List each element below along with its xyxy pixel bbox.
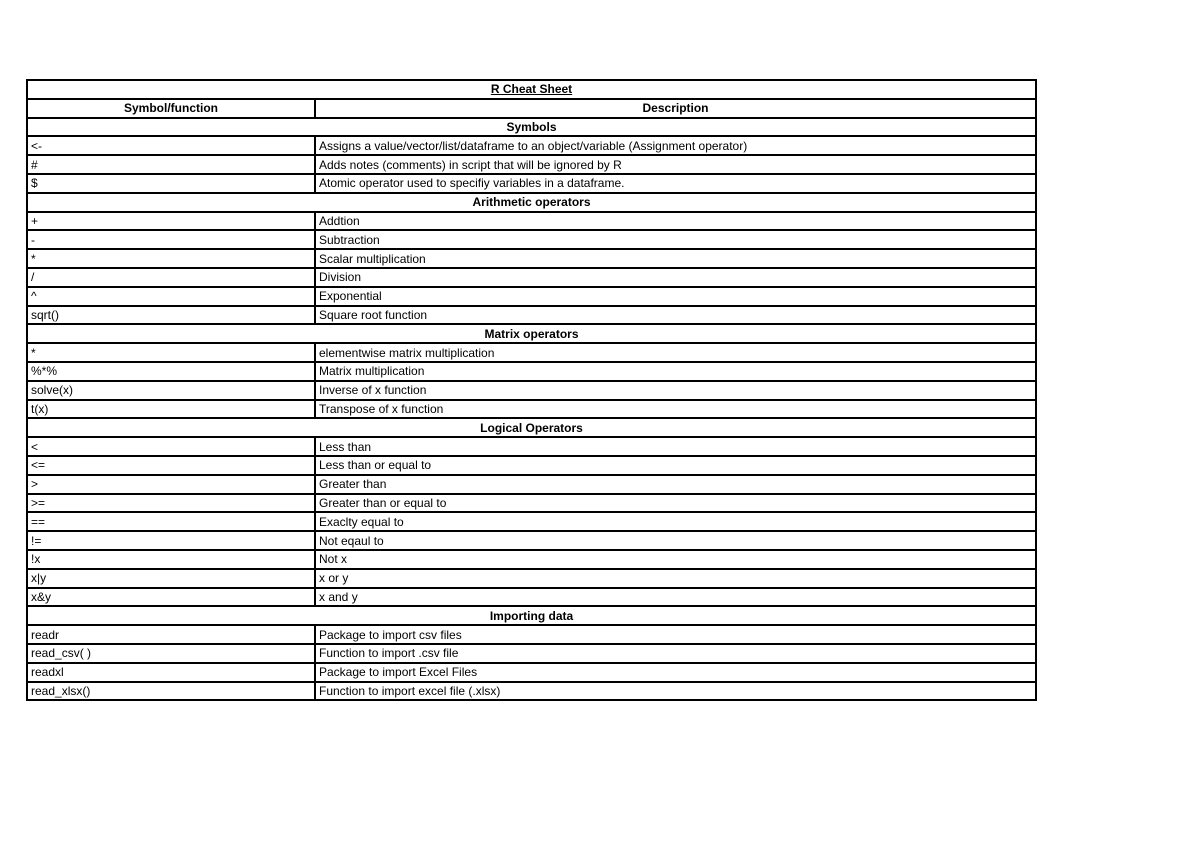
symbol-cell: x|y [27,569,315,588]
table-row [27,287,1036,306]
section-header-row-symbols [27,118,1036,137]
description-cell: Less than or equal to [315,456,1036,475]
description-cell: Addtion [315,212,1036,231]
description-cell: Subtraction [315,230,1036,249]
description-cell: Adds notes (comments) in script that will be ignored by R [315,155,1036,174]
description-cell: Not eqaul to [315,531,1036,550]
symbol-cell: solve(x) [27,381,315,400]
symbol-cell: > [27,475,315,494]
symbol-cell: <- [27,136,315,155]
table-row [27,588,1036,607]
table-row [27,644,1036,663]
section-header-row-arithmetic-operators [27,193,1036,212]
table-row [27,249,1036,268]
section-header-row-logical-operators [27,418,1036,437]
description-cell: Package to import Excel Files [315,663,1036,682]
description-cell: Division [315,268,1036,287]
description-cell: Function to import excel file (.xlsx) [315,682,1036,701]
table-row [27,682,1036,701]
table-row [27,494,1036,513]
symbol-column-header: Symbol/function [27,99,315,118]
symbol-cell: readr [27,625,315,644]
symbol-cell: # [27,155,315,174]
sheet-title-cell [27,80,1036,99]
description-cell: Exaclty equal to [315,512,1036,531]
description-cell: Function to import .csv file [315,644,1036,663]
section-heading: Arithmetic operators [27,193,1036,212]
description-cell: Matrix multiplication [315,362,1036,381]
table-row [27,174,1036,193]
description-cell: Greater than or equal to [315,494,1036,513]
symbol-cell: x&y [27,588,315,607]
table-row [27,343,1036,362]
symbol-cell: read_xlsx() [27,682,315,701]
symbol-cell: read_csv( ) [27,644,315,663]
description-cell: Inverse of x function [315,381,1036,400]
description-cell: Assigns a value/vector/list/dataframe to an object/variable (Assignment operator) [315,136,1036,155]
description-cell: Package to import csv files [315,625,1036,644]
table-row [27,155,1036,174]
symbol-cell: >= [27,494,315,513]
symbol-cell: / [27,268,315,287]
description-cell: Square root function [315,306,1036,325]
symbol-cell: * [27,343,315,362]
table-row [27,136,1036,155]
symbol-cell: < [27,437,315,456]
section-header-row-importing-data [27,606,1036,625]
section-heading: Matrix operators [27,324,1036,343]
table-row [27,268,1036,287]
table-row [27,362,1036,381]
symbol-cell: != [27,531,315,550]
table-row [27,381,1036,400]
description-cell: Scalar multiplication [315,249,1036,268]
description-cell: Less than [315,437,1036,456]
section-heading: Symbols [27,118,1036,137]
symbol-cell: <= [27,456,315,475]
symbol-cell: - [27,230,315,249]
symbol-cell: * [27,249,315,268]
table-row [27,437,1036,456]
header-row [27,99,1036,118]
cheat-sheet-table [26,79,1037,701]
symbol-cell: ^ [27,287,315,306]
section-heading: Importing data [27,606,1036,625]
description-cell: x and y [315,588,1036,607]
description-cell: elementwise matrix multiplication [315,343,1036,362]
symbol-cell: + [27,212,315,231]
description-cell: x or y [315,569,1036,588]
table-row [27,230,1036,249]
description-cell: Not x [315,550,1036,569]
symbol-cell: readxl [27,663,315,682]
description-cell: Atomic operator used to specifiy variables in a dataframe. [315,174,1036,193]
table-row [27,456,1036,475]
title-row [27,80,1036,99]
description-cell: Transpose of x function [315,400,1036,419]
description-cell: Exponential [315,287,1036,306]
symbol-cell: $ [27,174,315,193]
table-row [27,475,1036,494]
description-cell: Greater than [315,475,1036,494]
table-row [27,625,1036,644]
section-heading: Logical Operators [27,418,1036,437]
table-row [27,550,1036,569]
description-column-header: Description [315,99,1036,118]
symbol-cell: == [27,512,315,531]
table-row [27,512,1036,531]
table-row [27,663,1036,682]
table-row [27,400,1036,419]
symbol-cell: sqrt() [27,306,315,325]
sheet-title: R Cheat Sheet [490,82,573,97]
table-row [27,569,1036,588]
symbol-cell: t(x) [27,400,315,419]
table-row [27,531,1036,550]
symbol-cell: !x [27,550,315,569]
section-header-row-matrix-operators [27,324,1036,343]
table-row [27,212,1036,231]
table-row [27,306,1036,325]
symbol-cell: %*% [27,362,315,381]
